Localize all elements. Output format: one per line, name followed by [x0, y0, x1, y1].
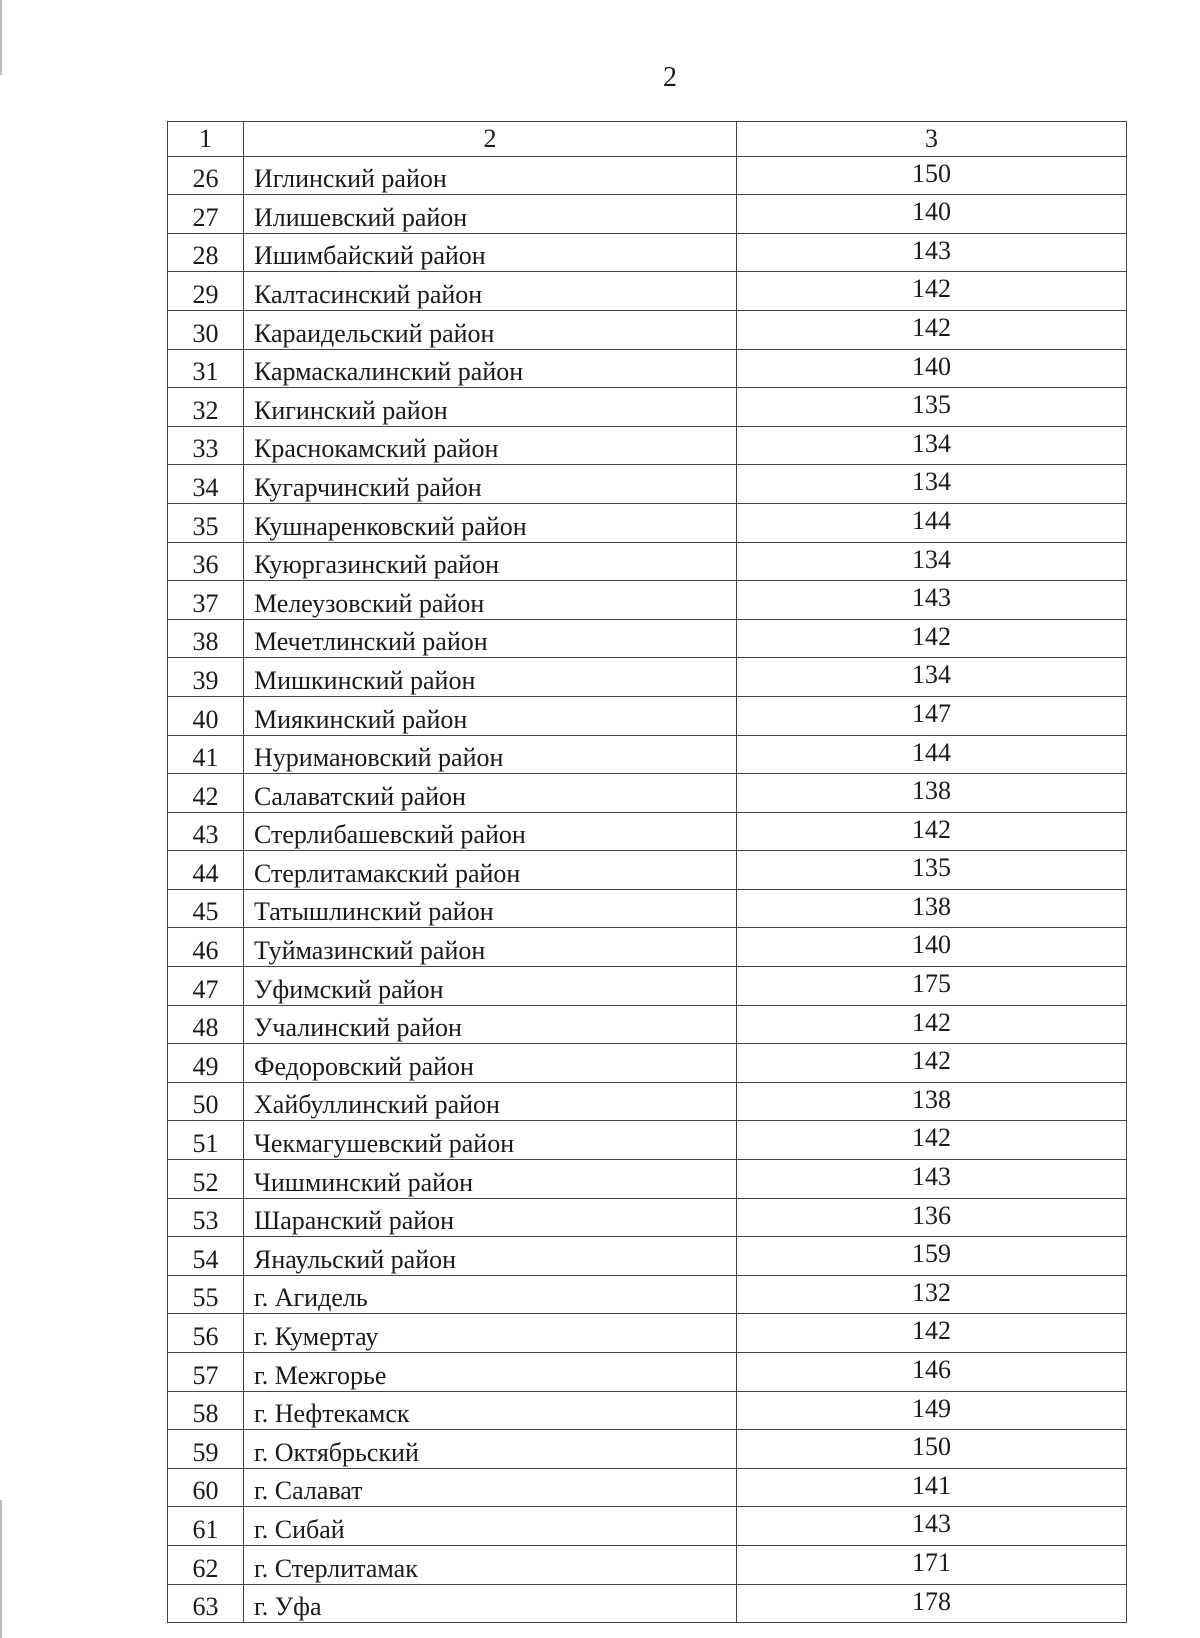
value-cell: 143	[737, 581, 1127, 620]
table-row	[168, 1005, 1127, 1044]
table-row	[168, 1044, 1127, 1083]
table-row	[168, 426, 1127, 465]
value-cell: 142	[737, 619, 1127, 658]
value-cell: 135	[737, 388, 1127, 427]
row-number-cell: 57	[168, 1353, 244, 1392]
value-cell: 146	[737, 1353, 1127, 1392]
district-name-cell: Стерлитамакский район	[244, 851, 737, 890]
district-name-cell: Краснокамский район	[244, 426, 737, 465]
district-name-cell: Нуримановский район	[244, 735, 737, 774]
table-row	[168, 272, 1127, 311]
district-name-cell: Хайбуллинский район	[244, 1082, 737, 1121]
district-name-cell: Мечетлинский район	[244, 619, 737, 658]
row-number-cell: 44	[168, 851, 244, 890]
district-name-cell: Илишевский район	[244, 195, 737, 234]
table-row	[168, 1507, 1127, 1546]
value-cell: 138	[737, 1082, 1127, 1121]
district-name-cell: Миякинский район	[244, 696, 737, 735]
table-row	[168, 233, 1127, 272]
row-number-cell: 26	[168, 156, 244, 195]
table-row	[168, 1275, 1127, 1314]
table-row	[168, 889, 1127, 928]
row-number-cell: 62	[168, 1545, 244, 1584]
table-row	[168, 1314, 1127, 1353]
value-cell: 138	[737, 889, 1127, 928]
value-cell: 136	[737, 1198, 1127, 1237]
district-name-cell: г. Кумертау	[244, 1314, 737, 1353]
value-cell: 143	[737, 1160, 1127, 1199]
row-number-cell: 48	[168, 1005, 244, 1044]
row-number-cell: 51	[168, 1121, 244, 1160]
value-cell: 143	[737, 233, 1127, 272]
value-cell: 144	[737, 735, 1127, 774]
district-name-cell: Татышлинский район	[244, 889, 737, 928]
table-row	[168, 735, 1127, 774]
table-row	[168, 1237, 1127, 1276]
district-name-cell: Федоровский район	[244, 1044, 737, 1083]
row-number-cell: 27	[168, 195, 244, 234]
header-cell-3: 3	[737, 122, 1127, 157]
table-row	[168, 658, 1127, 697]
district-name-cell: Салаватский район	[244, 774, 737, 813]
table-row	[168, 696, 1127, 735]
table-row	[168, 774, 1127, 813]
row-number-cell: 63	[168, 1584, 244, 1623]
value-cell: 134	[737, 426, 1127, 465]
table-row	[168, 581, 1127, 620]
row-number-cell: 50	[168, 1082, 244, 1121]
row-number-cell: 37	[168, 581, 244, 620]
district-name-cell: Калтасинский район	[244, 272, 737, 311]
row-number-cell: 58	[168, 1391, 244, 1430]
table-row	[168, 619, 1127, 658]
value-cell: 142	[737, 272, 1127, 311]
district-name-cell: Уфимский район	[244, 967, 737, 1006]
value-cell: 142	[737, 812, 1127, 851]
district-name-cell: Кугарчинский район	[244, 465, 737, 504]
district-name-cell: Ишимбайский район	[244, 233, 737, 272]
district-name-cell: Мишкинский район	[244, 658, 737, 697]
row-number-cell: 46	[168, 928, 244, 967]
district-name-cell: Кушнаренковский район	[244, 503, 737, 542]
table-row	[168, 310, 1127, 349]
table-row	[168, 156, 1127, 195]
value-cell: 138	[737, 774, 1127, 813]
value-cell: 135	[737, 851, 1127, 890]
row-number-cell: 43	[168, 812, 244, 851]
value-cell: 149	[737, 1391, 1127, 1430]
value-cell: 144	[737, 503, 1127, 542]
value-cell: 142	[737, 1005, 1127, 1044]
district-name-cell: Кармаскалинский район	[244, 349, 737, 388]
row-number-cell: 47	[168, 967, 244, 1006]
district-name-cell: г. Нефтекамск	[244, 1391, 737, 1430]
table-row	[168, 1082, 1127, 1121]
table-row	[168, 1584, 1127, 1623]
value-cell: 142	[737, 310, 1127, 349]
row-number-cell: 61	[168, 1507, 244, 1546]
row-number-cell: 34	[168, 465, 244, 504]
table-header-row	[168, 122, 1127, 157]
value-cell: 150	[737, 156, 1127, 195]
row-number-cell: 39	[168, 658, 244, 697]
table-row	[168, 1353, 1127, 1392]
district-name-cell: Кигинский район	[244, 388, 737, 427]
table-row	[168, 928, 1127, 967]
row-number-cell: 42	[168, 774, 244, 813]
table-row	[168, 967, 1127, 1006]
district-name-cell: Стерлибашевский район	[244, 812, 737, 851]
row-number-cell: 53	[168, 1198, 244, 1237]
value-cell: 178	[737, 1584, 1127, 1623]
row-number-cell: 60	[168, 1468, 244, 1507]
district-name-cell: г. Агидель	[244, 1275, 737, 1314]
row-number-cell: 41	[168, 735, 244, 774]
row-number-cell: 31	[168, 349, 244, 388]
scan-edge-mark-bottom	[0, 1500, 2, 1638]
row-number-cell: 54	[168, 1237, 244, 1276]
table-row	[168, 1545, 1127, 1584]
district-name-cell: г. Салават	[244, 1468, 737, 1507]
value-cell: 140	[737, 928, 1127, 967]
row-number-cell: 28	[168, 233, 244, 272]
header-cell-1: 1	[168, 122, 244, 157]
value-cell: 150	[737, 1430, 1127, 1469]
table-body	[168, 156, 1127, 1623]
value-cell: 132	[737, 1275, 1127, 1314]
table-row	[168, 1198, 1127, 1237]
table-row	[168, 1160, 1127, 1199]
table-row	[168, 503, 1127, 542]
row-number-cell: 55	[168, 1275, 244, 1314]
value-cell: 175	[737, 967, 1127, 1006]
data-table	[167, 121, 1127, 1623]
row-number-cell: 29	[168, 272, 244, 311]
row-number-cell: 32	[168, 388, 244, 427]
table-row	[168, 349, 1127, 388]
district-name-cell: г. Сибай	[244, 1507, 737, 1546]
table-row	[168, 542, 1127, 581]
row-number-cell: 33	[168, 426, 244, 465]
value-cell: 171	[737, 1545, 1127, 1584]
header-cell-2: 2	[244, 122, 737, 157]
row-number-cell: 36	[168, 542, 244, 581]
district-name-cell: Мелеузовский район	[244, 581, 737, 620]
district-name-cell: Туймазинский район	[244, 928, 737, 967]
row-number-cell: 56	[168, 1314, 244, 1353]
page-number: 2	[663, 62, 677, 93]
value-cell: 159	[737, 1237, 1127, 1276]
district-name-cell: г. Уфа	[244, 1584, 737, 1623]
value-cell: 142	[737, 1044, 1127, 1083]
value-cell: 134	[737, 542, 1127, 581]
district-name-cell: Янаульский район	[244, 1237, 737, 1276]
district-name-cell: Учалинский район	[244, 1005, 737, 1044]
district-name-cell: Чекмагушевский район	[244, 1121, 737, 1160]
row-number-cell: 59	[168, 1430, 244, 1469]
row-number-cell: 38	[168, 619, 244, 658]
row-number-cell: 45	[168, 889, 244, 928]
district-name-cell: Шаранский район	[244, 1198, 737, 1237]
value-cell: 143	[737, 1507, 1127, 1546]
table-row	[168, 1121, 1127, 1160]
value-cell: 147	[737, 696, 1127, 735]
district-name-cell: Караидельский район	[244, 310, 737, 349]
row-number-cell: 35	[168, 503, 244, 542]
table-row	[168, 812, 1127, 851]
district-name-cell: Куюргазинский район	[244, 542, 737, 581]
district-name-cell: г. Октябрьский	[244, 1430, 737, 1469]
value-cell: 140	[737, 349, 1127, 388]
table-row	[168, 195, 1127, 234]
table-row	[168, 1468, 1127, 1507]
district-name-cell: Чишминский район	[244, 1160, 737, 1199]
value-cell: 142	[737, 1314, 1127, 1353]
row-number-cell: 52	[168, 1160, 244, 1199]
district-name-cell: г. Межгорье	[244, 1353, 737, 1392]
value-cell: 141	[737, 1468, 1127, 1507]
table-row	[168, 1391, 1127, 1430]
row-number-cell: 30	[168, 310, 244, 349]
district-name-cell: г. Стерлитамак	[244, 1545, 737, 1584]
value-cell: 134	[737, 658, 1127, 697]
table-row	[168, 465, 1127, 504]
value-cell: 134	[737, 465, 1127, 504]
row-number-cell: 49	[168, 1044, 244, 1083]
district-name-cell: Иглинский район	[244, 156, 737, 195]
table-row	[168, 1430, 1127, 1469]
value-cell: 142	[737, 1121, 1127, 1160]
row-number-cell: 40	[168, 696, 244, 735]
table-row	[168, 851, 1127, 890]
table-row	[168, 388, 1127, 427]
value-cell: 140	[737, 195, 1127, 234]
